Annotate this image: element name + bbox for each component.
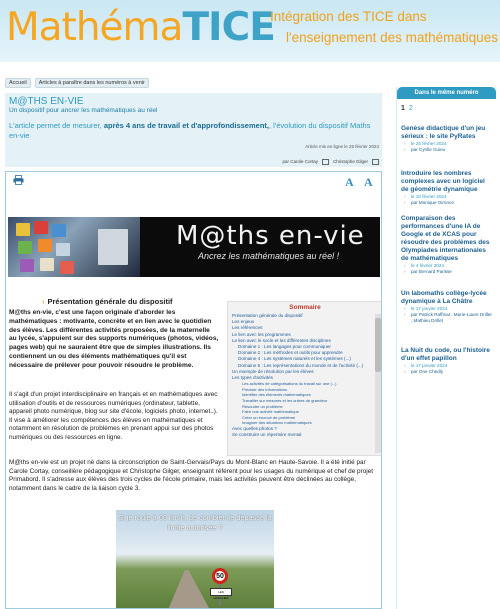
toc-item[interactable]: Résoudre un problème — [242, 403, 283, 409]
sidebar-date-text: le 10 février 2024 — [411, 194, 447, 199]
intro-text-end: , l'évolution du dispositif Maths en-vie — [9, 121, 371, 140]
mail-icon[interactable] — [372, 159, 379, 165]
photo-caption: Si je roule à 60 km/h, de combien je dépasse la limite autorisée ? — [118, 513, 272, 532]
intro-text-start: L'article permet de mesurer, — [9, 121, 104, 130]
arrow-icon: › — [404, 269, 406, 274]
arrow-icon: › — [404, 141, 406, 146]
photo-road — [156, 570, 216, 608]
toc-list — [232, 313, 382, 438]
arrow-icon: › — [404, 369, 406, 374]
toc-item[interactable]: Se construire un répertoire mental — [232, 432, 302, 438]
sidebar-article-title[interactable]: Introduire les nombres complexes avec un logiciel de géométrie dynamique — [401, 170, 485, 193]
sidebar-author-link[interactable]: par One Chedly — [411, 369, 444, 374]
toc-item[interactable]: Faire une activité mathématique — [242, 409, 299, 415]
page-current: 1 — [401, 105, 405, 112]
arrow-icon: › — [404, 312, 406, 317]
toc-scrollbar-thumb[interactable] — [375, 318, 381, 372]
bullet-icon: › — [42, 297, 45, 306]
toc-item[interactable]: Un exemple de résolution par les élèves — [232, 368, 314, 374]
mathsenvie-banner — [8, 217, 380, 277]
banner-title: M@ths en-vie — [176, 221, 365, 251]
author-link-gilger[interactable]: Christophe Gilger — [332, 159, 368, 165]
arrow-icon: › — [404, 194, 406, 199]
toc-item[interactable]: Travailler sur mesures et les ordres de grandeur — [242, 398, 328, 404]
speed-limit-sign: 50 — [212, 568, 228, 584]
sidebar-article-author — [401, 200, 494, 206]
logo-text-tice: TICE — [182, 5, 275, 50]
arrow-icon: › — [404, 200, 406, 205]
sidebar-date-text: le 25 février 2024 — [411, 141, 447, 146]
sidebar-date-text: le 17 janvier 2024 — [411, 306, 448, 311]
sidebar-article — [401, 215, 494, 275]
toc-item[interactable]: Domaine 2 : Les méthodes et outils pour apprendre — [238, 350, 343, 356]
sidebar-article-title[interactable]: La Nuit du code, ou l'histoire d'un effet papillon — [401, 347, 490, 362]
font-decrease-button[interactable]: A — [345, 175, 354, 189]
toc-item[interactable]: Présentation générale du dispositif — [232, 313, 303, 318]
breadcrumb-upcoming-articles[interactable]: Articles à paraître dans les numéros à venir — [35, 78, 149, 88]
section-heading — [42, 297, 173, 306]
sidebar-date-text: le 4 février 2024 — [411, 263, 444, 268]
intro-text-bold: après 4 ans de travail et d'approfondissement, — [103, 121, 269, 130]
toc-item[interactable]: Domaine 1 : Les langages pour communiquer — [238, 344, 331, 350]
table-of-contents — [227, 301, 382, 456]
toc-item[interactable]: Identifier des éléments mathématiques — [242, 392, 311, 398]
paragraph-intro: M@ths en-vie, c'est une façon originale d'aborder les mathématiques : motivante, concrète et en lien avec le quotidien des élèves. Les différentes activités proposées, de la maternelle au lycée, s'appuient sur des supports numériques (photos, vidéos, pages web) qui ne sauraient être que de simples illustrations. Ils contiennent un ou des éléments mathématiques qu'il est nécessaire de prélever pour pouvoir résoudre le problème. — [9, 309, 219, 369]
toc-item[interactable]: Imaginer des situations mathématiques — [242, 420, 312, 426]
sidebar-article-author — [401, 147, 494, 153]
logo-text-mathema: Mathéma — [6, 5, 183, 50]
tagline-line-1: Intégration des TICE dans — [270, 9, 427, 24]
article-intro — [9, 121, 379, 141]
toc-item[interactable]: Avec quelles photos ? — [232, 425, 277, 431]
tagline-line-2: l'enseignement des mathématiques — [286, 30, 498, 45]
paragraph-origin: M@ths en-vie est un projet né dans la circonscription de Saint-Gervais/Pays du Mont-Blanc en Haute-Savoie. Il a été initié par Carole Cortay, conseillère pédagogique et Christophe Gilger, enseignant référent pour les usages du numérique et chef de projet Primabord. Il s'adresse aux élèves des trois cycles de l'école primaire, mais les activités peuvent être déclinées au collège, notamment dans le cadre de la liaison cycle 3. — [9, 459, 374, 492]
sidebar-pagination — [401, 105, 496, 112]
toc-item[interactable]: Préciser des informations — [242, 386, 288, 392]
article-body — [5, 171, 382, 609]
article-subtitle: Un dispositif pour ancrer les mathématiques au réel — [9, 107, 158, 114]
sidebar-date-text: le 17 janvier 2024 — [411, 363, 448, 368]
site-logo[interactable] — [6, 5, 275, 51]
site-tagline — [268, 6, 496, 48]
sidebar-article-author — [401, 269, 494, 275]
arrow-icon: › — [404, 147, 406, 152]
sidebar-heading: Dans le même numéro — [397, 87, 496, 99]
print-icon[interactable] — [13, 175, 24, 185]
article-photo — [116, 510, 274, 608]
sidebar-article-author — [401, 369, 494, 375]
toc-item[interactable]: Les activités de catégorisations du travail sur une (...) — [242, 381, 337, 387]
sidebar-article-title[interactable]: Un labomaths collège-lycée dynamique à La Châtre — [401, 290, 487, 305]
toc-title: Sommaire — [289, 304, 321, 311]
section-heading-text: Présentation générale du dispositif — [47, 297, 173, 306]
sidebar — [396, 87, 496, 609]
banner-subtitle: Ancrez les mathématiques au réel ! — [198, 251, 340, 261]
sidebar-article — [401, 347, 494, 375]
sidebar-article — [401, 125, 494, 153]
toc-item[interactable]: Domaine 5 : Les représentations du monde et de l'activité (...) — [238, 362, 364, 368]
banner-photo-cube — [8, 217, 140, 277]
toc-item[interactable]: Le lien avec les programmes — [232, 331, 291, 337]
sidebar-article-title[interactable]: Comparaison des performances d'une IA de Google et de XCAS pour résoudre des problèmes des Olympiades internationales de mathématiques — [401, 215, 490, 262]
sidebar-article-author — [401, 312, 494, 324]
paragraph-project: Il s'agit d'un projet interdisciplinaire en français et en mathématiques avec utilisation d'outils et de ressources numériques (ordinateur, tablette, appareil photo numérique, blog sur site d'école, logiciels photo, internet..). Il vise à améliorer les compétences des élèves en mathématiques et notamment en résolution de problèmes en prenant appui sur des photos numériques ou des ressources en ligne. — [9, 391, 218, 441]
article-date: Article mis en ligne le 25 février 2024 — [305, 144, 379, 149]
breadcrumb — [5, 78, 149, 88]
site-header — [0, 0, 500, 62]
sidebar-author-link[interactable]: par Patrick Raffinat , Marie-Laure Drillet , Mathieu Drillet — [411, 312, 492, 323]
town-sign-plate: LES HOUCHES — [210, 588, 232, 596]
font-increase-button[interactable]: A — [364, 175, 373, 189]
arrow-icon: › — [404, 263, 406, 268]
article-title: M@THS EN-VIE — [9, 96, 84, 107]
toc-item[interactable]: Les références — [232, 325, 263, 331]
author-link-cortay[interactable]: par Carole Cortay — [282, 159, 318, 165]
arrow-icon: › — [404, 306, 406, 311]
arrow-icon: › — [404, 363, 406, 368]
toc-item[interactable]: Les enjeux — [232, 319, 255, 325]
mail-icon[interactable] — [322, 159, 329, 165]
page-link-2[interactable]: 2 — [408, 105, 413, 112]
sidebar-article — [401, 170, 494, 206]
toc-item[interactable]: Les types d'activités — [232, 375, 273, 381]
sidebar-author-link[interactable]: par Bernard Parisse — [411, 269, 452, 274]
toc-item[interactable]: Créer un énoncé de problème — [242, 414, 296, 420]
sidebar-article — [401, 290, 494, 324]
article-header — [5, 93, 382, 167]
article-authors — [282, 159, 379, 165]
sidebar-article-title[interactable]: Genèse didactique d'un jeu sérieux : le site PyRates — [401, 125, 486, 140]
sidebar-author-link[interactable]: par Monique Gironce — [411, 200, 454, 205]
toc-item[interactable]: Le lien avec le socle et les différentes disciplines — [232, 337, 331, 343]
breadcrumb-home[interactable]: Accueil — [5, 78, 31, 88]
toc-item[interactable]: Domaine 4 : Les systèmes naturels et les systèmes (...) — [238, 356, 351, 362]
sidebar-author-link[interactable]: par Cyrille Guieu — [411, 147, 446, 152]
